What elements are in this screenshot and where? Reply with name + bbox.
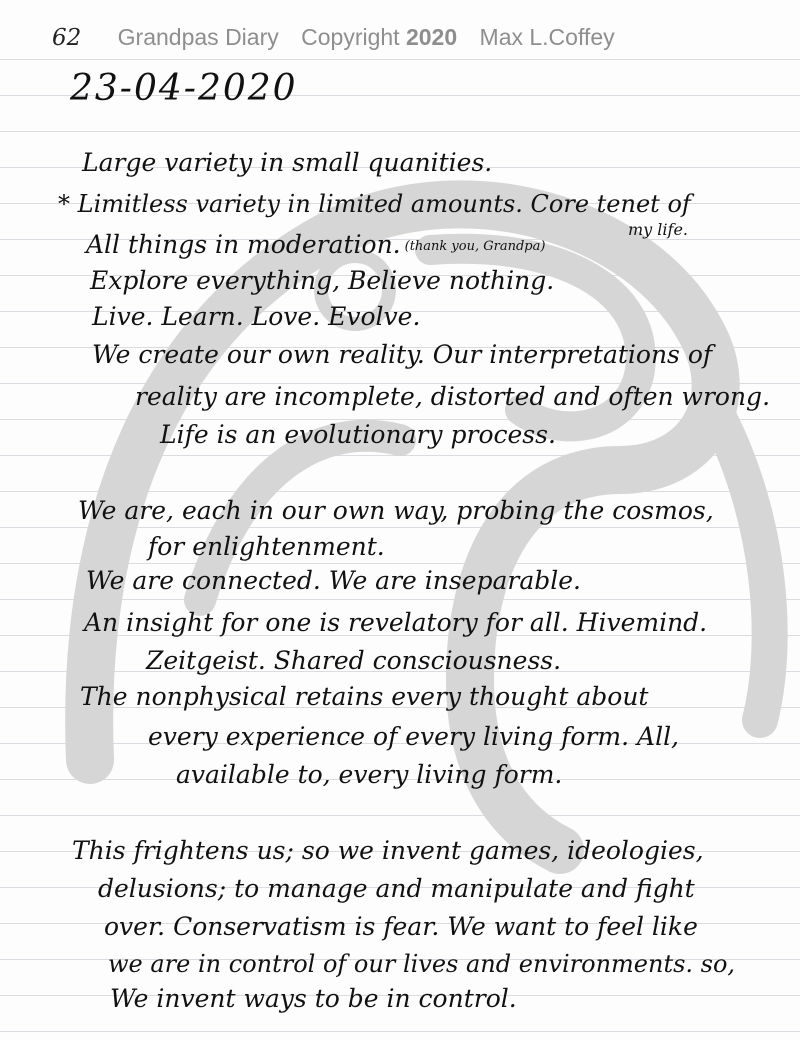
entry-date: 23-04-2020	[70, 68, 298, 109]
entry-line: over. Conservatism is fear. We want to feel like	[104, 912, 698, 941]
entry-line: This frightens us; so we invent games, ideologies,	[72, 836, 704, 865]
entry-line: Life is an evolutionary process.	[160, 420, 556, 449]
entry-line: An insight for one is revelatory for all. Hivemind.	[84, 608, 708, 637]
entry-line: * Limitless variety in limited amounts. Core tenet of	[58, 190, 691, 218]
entry-line: reality are incomplete, distorted and often wrong.	[135, 382, 771, 411]
author-name: Max L.Coffey	[479, 24, 615, 50]
entry-line-note: my life.	[628, 220, 689, 239]
copyright-year: 2020	[405, 24, 458, 50]
entry-line: We invent ways to be in control.	[110, 984, 517, 1013]
entry-line: We are, each in our own way, probing the cosmos,	[78, 496, 714, 525]
entry-line: Large variety in small quanities.	[82, 148, 493, 177]
entry-line: every experience of every living form. All,	[148, 722, 680, 751]
entry-line: we are in control of our lives and environments. so,	[108, 950, 736, 978]
entry-line: The nonphysical retains every thought about	[80, 682, 649, 711]
entry-line: We are connected. We are inseparable.	[86, 566, 582, 595]
entry-line: All things in moderation. (thank you, Grandpa)	[86, 230, 546, 259]
entry-line: delusions; to manage and manipulate and fight	[98, 874, 695, 903]
entry-line: Live. Learn. Love. Evolve.	[92, 302, 421, 331]
entry-line: Explore everything, Believe nothing.	[90, 266, 555, 295]
diary-title: Grandpas Diary	[117, 24, 279, 50]
entry-line: Zeitgeist. Shared consciousness.	[146, 646, 562, 675]
entry-line: We create our own reality. Our interpretations of	[92, 340, 713, 369]
entry-line: for enlightenment.	[148, 532, 385, 561]
page-number: 62	[52, 25, 82, 51]
entry-line-aside: (thank you, Grandpa)	[404, 239, 546, 254]
copyright-label: Copyright	[301, 24, 400, 50]
page-header	[52, 24, 752, 51]
entry-line: available to, every living form.	[176, 760, 563, 789]
